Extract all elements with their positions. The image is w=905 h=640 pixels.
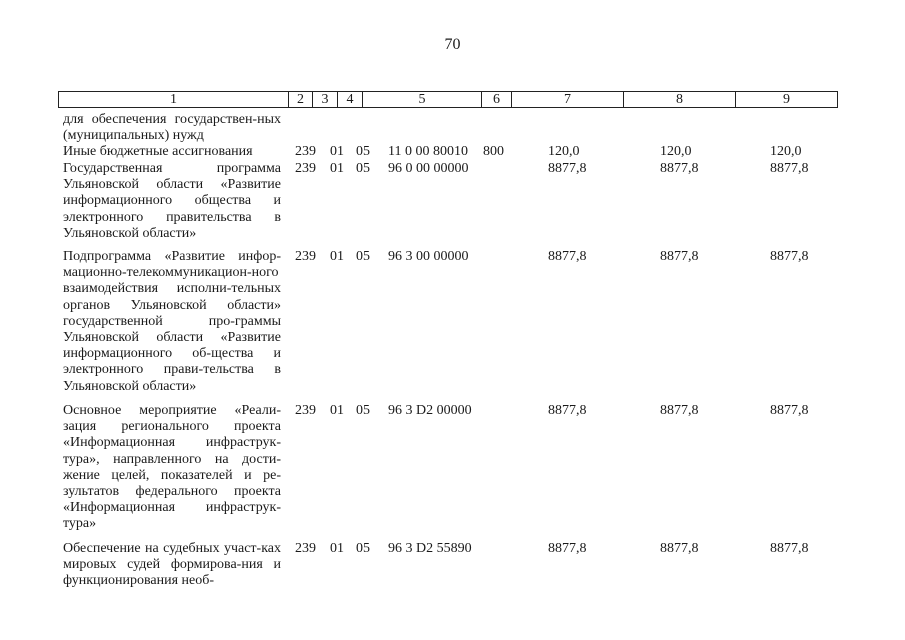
row-amount-9: 8877,8 xyxy=(770,161,809,176)
header-col-3: 3 xyxy=(312,92,337,107)
row-code-subsection: 05 xyxy=(356,541,370,556)
header-col-9: 9 xyxy=(735,92,837,107)
header-col-5: 5 xyxy=(362,92,481,107)
row-description: Государственная программа Ульяновской области «Развитие информационного общества и электронного правительства в Ульяновской области» xyxy=(63,161,281,241)
row-code-target: 96 3 00 00000 xyxy=(388,249,469,264)
row-code-subsection: 05 xyxy=(356,144,370,159)
row-code-target: 11 0 00 80010 xyxy=(388,144,468,159)
row-code-section: 01 xyxy=(330,403,344,418)
row-amount-7: 8877,8 xyxy=(548,541,587,556)
header-col-7: 7 xyxy=(511,92,623,107)
row-code-section: 01 xyxy=(330,144,344,159)
row-amount-7: 8877,8 xyxy=(548,249,587,264)
row-description: Подпрограмма «Развитие инфор-мационно-телекоммуникацион-ного взаимодействия исполни-тельных органов Ульяновской области» государственной про-граммы Ульяновской области «Развитие информационного об-щества и электронного прави-тельства в Ульяновской области» xyxy=(63,249,281,394)
row-code-ministry: 239 xyxy=(295,541,316,556)
row-amount-9: 8877,8 xyxy=(770,403,809,418)
row-code-subsection: 05 xyxy=(356,161,370,176)
row-code-target: 96 3 D2 55890 xyxy=(388,541,472,556)
row-code-target: 96 0 00 00000 xyxy=(388,161,469,176)
row-code-ministry: 239 xyxy=(295,161,316,176)
row-description: для обеспечения государствен-ных (муниципальных) нужд xyxy=(63,112,281,144)
header-col-8: 8 xyxy=(623,92,735,107)
row-amount-8: 8877,8 xyxy=(660,541,699,556)
row-code-section: 01 xyxy=(330,161,344,176)
row-amount-9: 120,0 xyxy=(770,144,802,159)
row-amount-8: 8877,8 xyxy=(660,249,699,264)
row-code-target: 96 3 D2 00000 xyxy=(388,403,472,418)
page-number: 70 xyxy=(444,36,461,53)
row-code-section: 01 xyxy=(330,249,344,264)
row-code-ministry: 239 xyxy=(295,403,316,418)
table-header-row xyxy=(58,91,838,108)
row-code-ministry: 239 xyxy=(295,249,316,264)
row-amount-8: 8877,8 xyxy=(660,161,699,176)
row-description: Основное мероприятие «Реали-зация регионального проекта «Информационная инфраструк-тура», направленного на дости-жение целей, показателей и ре-зультатов федерального проекта «Информационная инфраструк-тура» xyxy=(63,403,281,532)
row-amount-9: 8877,8 xyxy=(770,249,809,264)
header-col-2: 2 xyxy=(288,92,312,107)
row-code-expense-type: 800 xyxy=(483,144,504,159)
row-amount-9: 8877,8 xyxy=(770,541,809,556)
row-code-ministry: 239 xyxy=(295,144,316,159)
row-code-subsection: 05 xyxy=(356,249,370,264)
row-amount-8: 8877,8 xyxy=(660,403,699,418)
row-code-subsection: 05 xyxy=(356,403,370,418)
row-amount-7: 8877,8 xyxy=(548,161,587,176)
row-amount-8: 120,0 xyxy=(660,144,692,159)
header-col-4: 4 xyxy=(337,92,362,107)
header-col-1: 1 xyxy=(170,92,177,107)
row-description: Иные бюджетные ассигнования xyxy=(63,144,253,159)
header-col-6: 6 xyxy=(481,92,511,107)
row-code-section: 01 xyxy=(330,541,344,556)
row-amount-7: 120,0 xyxy=(548,144,580,159)
row-amount-7: 8877,8 xyxy=(548,403,587,418)
row-description: Обеспечение на судебных участ-ках мировых судей формирова-ния и функционирования необ- xyxy=(63,541,281,589)
